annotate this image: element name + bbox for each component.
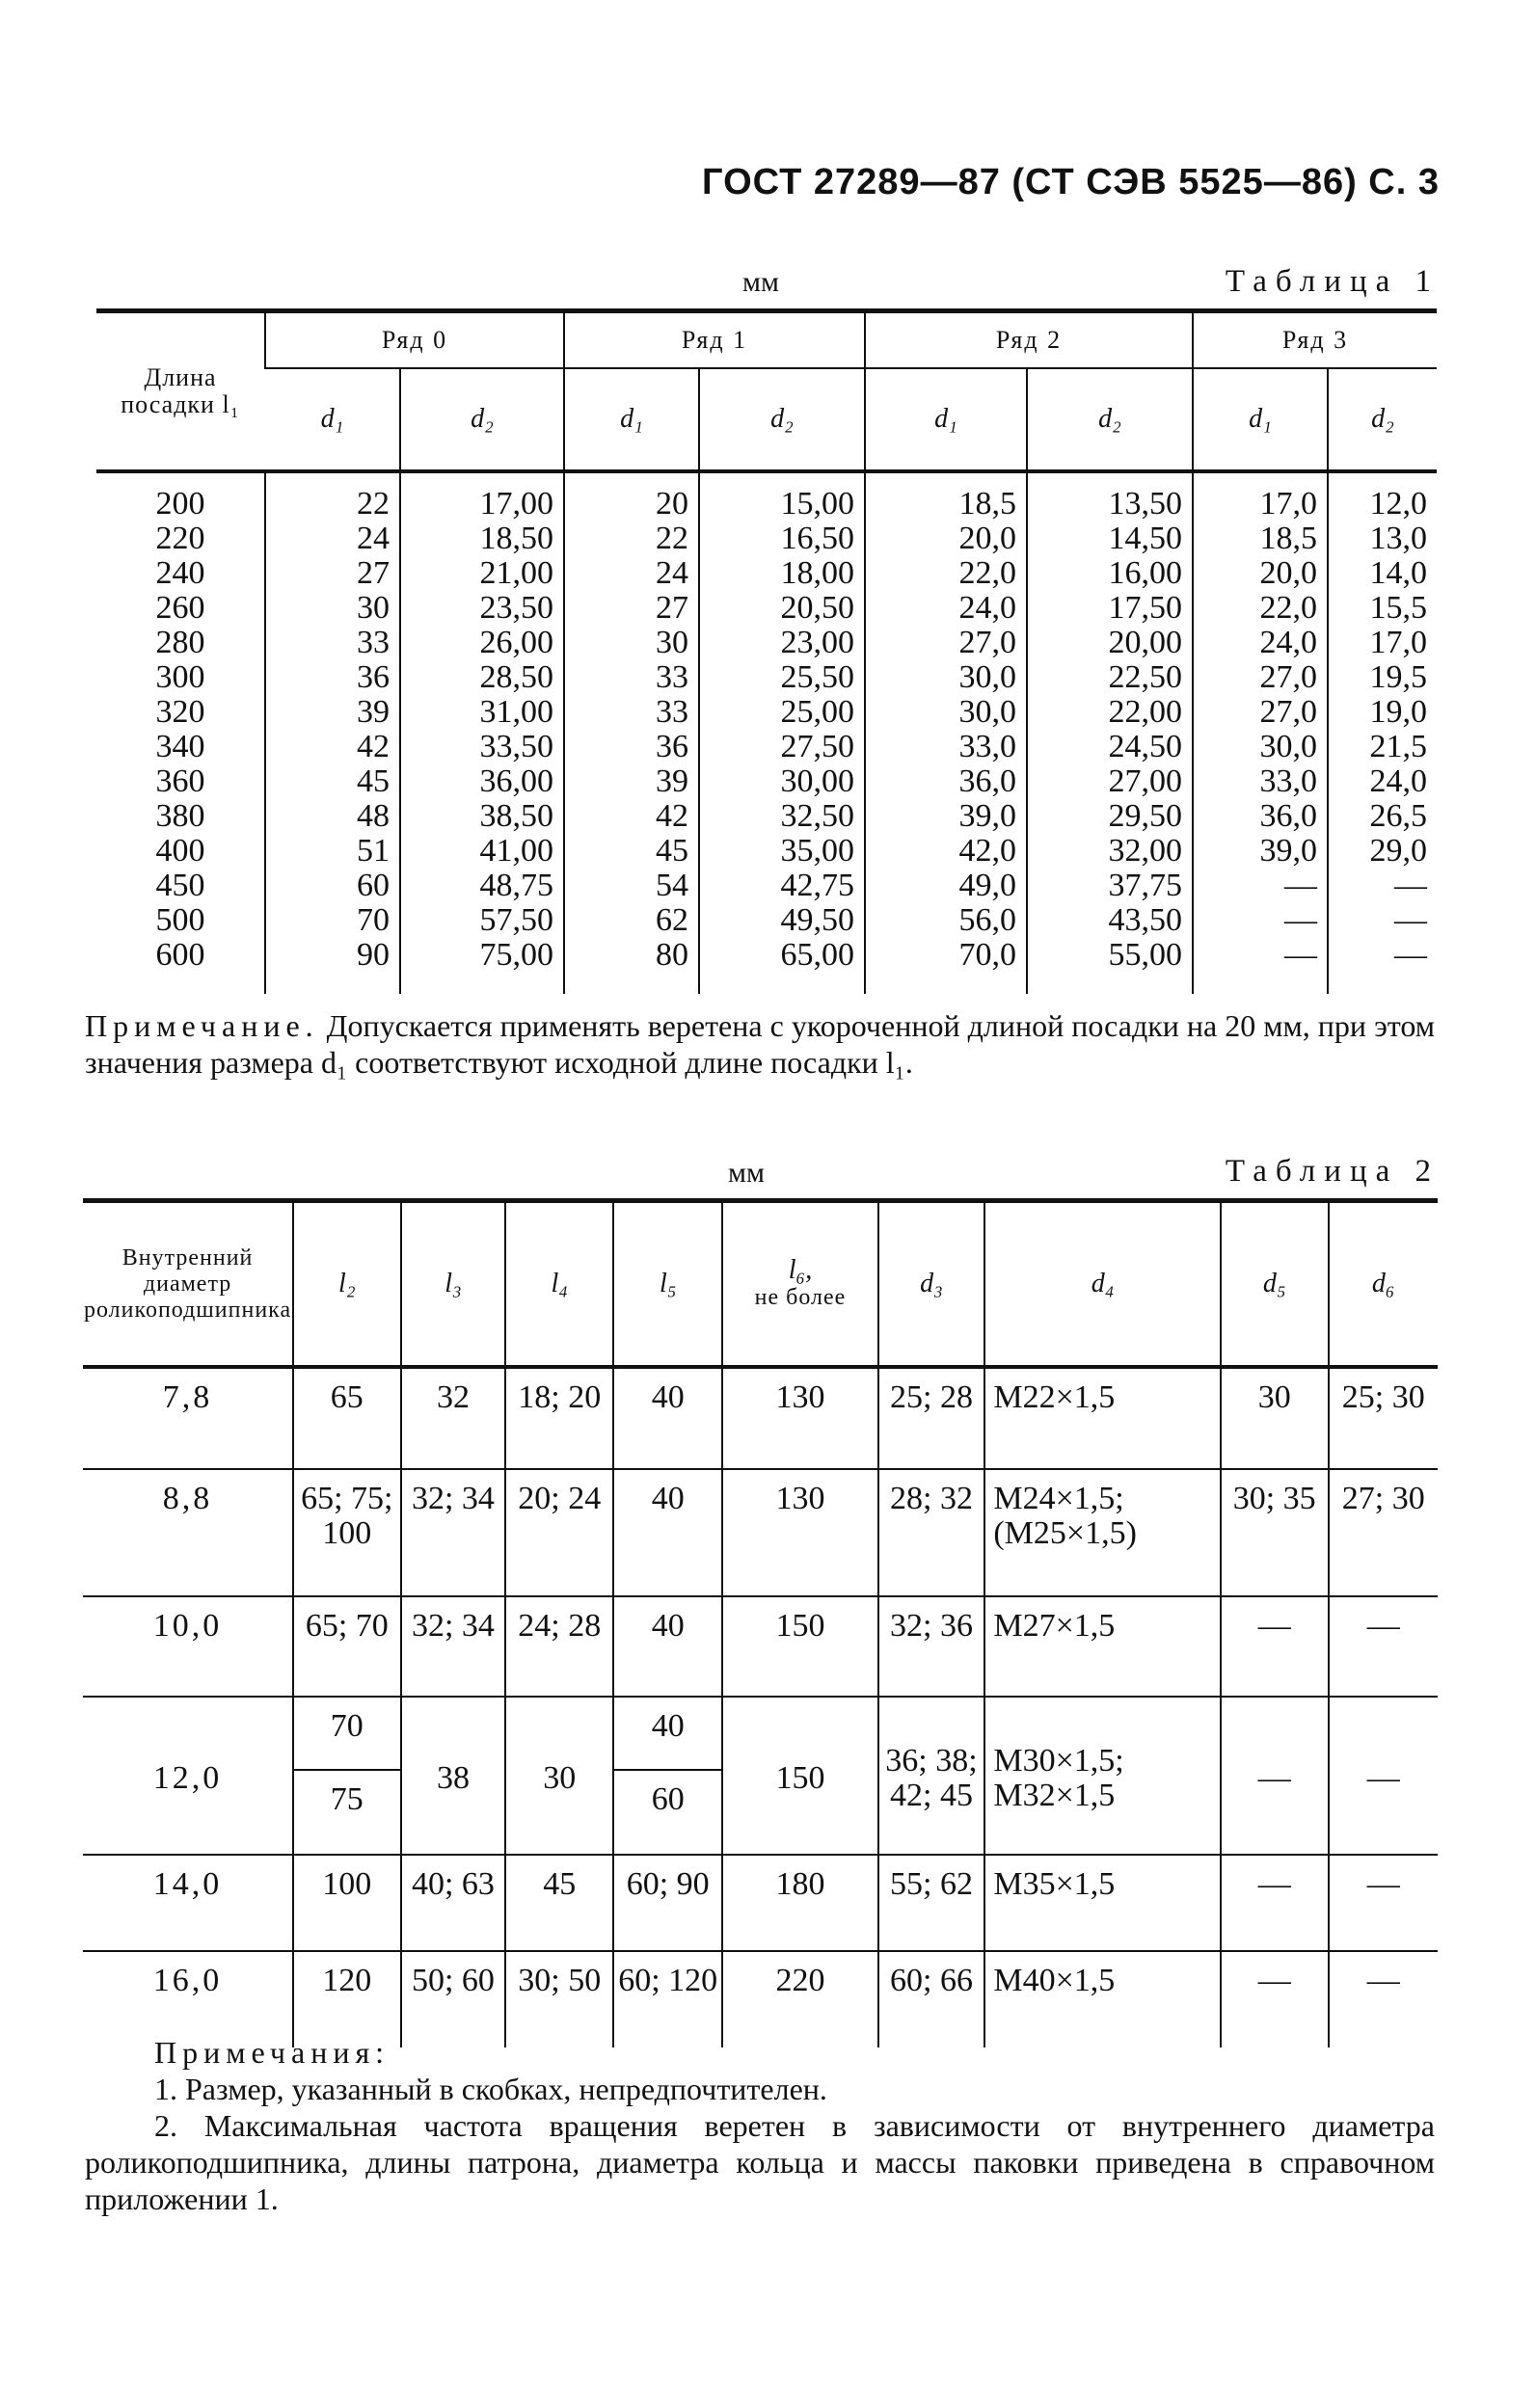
cell-l5: 60; 120	[613, 1951, 722, 2047]
cell-l5: 60	[613, 1770, 722, 1855]
cell-diameter: 7,8	[83, 1367, 293, 1469]
column-row2-d2	[1027, 471, 1193, 994]
table1-cell: 19,0	[1369, 694, 1427, 730]
table1-cell: 21,5	[1369, 729, 1427, 764]
table2-units: мм	[728, 1157, 765, 1189]
subheader-d2: d₂	[1328, 368, 1437, 471]
table1-cell: 33,50	[479, 729, 553, 764]
cell-d5: 30; 35	[1221, 1469, 1329, 1596]
table1-cell: 17,0	[1369, 625, 1427, 660]
table1-cell: 20,50	[780, 590, 854, 626]
table1-cell: —	[1394, 937, 1427, 973]
table1-cell: 80	[656, 937, 688, 973]
table1-cell: 39,0	[958, 798, 1016, 834]
table1-cell: 24,0	[1369, 763, 1427, 799]
table1-cell: 18,5	[1259, 521, 1317, 556]
header-d6: d₆	[1329, 1201, 1438, 1368]
table-row	[83, 1951, 1438, 2047]
cell-diameter: 12,0	[83, 1697, 293, 1855]
table1-cell: 75,00	[479, 937, 553, 973]
header-l4: l₄	[505, 1201, 613, 1368]
table1-cell: 26,00	[479, 625, 553, 660]
table1-cell: 30	[656, 625, 688, 660]
table-row	[83, 1596, 1438, 1697]
subheader-d2: d₂	[1027, 368, 1193, 471]
cell-l4: 30	[505, 1697, 613, 1855]
header-l5: l₅	[613, 1201, 722, 1368]
note-item-2: 2. Максимальная частота вращения веретен в зависимости от внутреннего диаметра роликоподшипника, длины патрона, диаметра кольца и массы паковки приведена в справочном приложении 1.	[85, 2108, 1435, 2216]
cell-l4: 18; 20	[505, 1367, 613, 1469]
table1-cell: 42	[656, 798, 688, 834]
table1-cell: 30,0	[958, 694, 1016, 730]
cell-diameter: 8,8	[83, 1469, 293, 1596]
table1-cell: 24,50	[1108, 729, 1182, 764]
header-l2: l₂	[293, 1201, 400, 1368]
table1-cell: 42	[357, 729, 390, 764]
table1-cell: 90	[357, 937, 390, 973]
group-row2: Ряд 2	[865, 311, 1193, 369]
cell-d3: 32; 36	[878, 1596, 985, 1697]
table1-cell: 27	[656, 590, 688, 626]
table1-cell: 51	[357, 833, 390, 869]
cell-l6: 130	[722, 1367, 877, 1469]
table1-cell: —	[1284, 868, 1317, 903]
cell-d3: 55; 62	[878, 1855, 985, 1951]
table1-cell: 22,00	[1108, 694, 1182, 730]
cell-d3: 28; 32	[878, 1469, 985, 1596]
table1-cell: 320	[155, 694, 205, 730]
table1-cell: 56,0	[958, 902, 1016, 938]
table1-cell: 62	[656, 902, 688, 938]
cell-l4: 24; 28	[505, 1596, 613, 1697]
header-d5: d₅	[1221, 1201, 1329, 1368]
cell-d4: M40×1,5	[984, 1951, 1221, 2047]
cell-d4: M35×1,5	[984, 1855, 1221, 1951]
table1-cell: 15,5	[1369, 590, 1427, 626]
header-l6: l₆, не более	[722, 1201, 877, 1368]
group-row0: Ряд 0	[265, 311, 564, 369]
table1-cell: 65,00	[780, 937, 854, 973]
cell-l6: 150	[722, 1596, 877, 1697]
table1-cell: —	[1394, 868, 1427, 903]
column-row3-d1	[1193, 471, 1328, 994]
notes-label: Примечания:	[154, 2035, 391, 2070]
cell-d4: M30×1,5; M32×1,5	[984, 1697, 1221, 1855]
table1-cell: 500	[155, 902, 205, 938]
cell-l3: 32	[401, 1367, 506, 1469]
table1-cell: 17,0	[1259, 486, 1317, 522]
table1-cell: 18,00	[780, 555, 854, 591]
table1-cell: 25,50	[780, 659, 854, 695]
table-row	[83, 1469, 1438, 1596]
table1-cell: 400	[155, 833, 205, 869]
table1-cell: 20,0	[958, 521, 1016, 556]
cell-l3: 32; 34	[401, 1596, 506, 1697]
table1-cell: 43,50	[1108, 902, 1182, 938]
table1-units: мм	[742, 266, 779, 298]
table1-cell: 23,00	[780, 625, 854, 660]
table1-cell: 14,0	[1369, 555, 1427, 591]
table1-cell: 20,0	[1259, 555, 1317, 591]
table1-cell: —	[1284, 937, 1317, 973]
cell-diameter: 10,0	[83, 1596, 293, 1697]
cell-l2: 100	[293, 1855, 400, 1951]
subheader-d1: d₁	[564, 368, 699, 471]
table1-cell: 27	[357, 555, 390, 591]
table1-cell: 14,50	[1108, 521, 1182, 556]
table1-cell: 42,75	[780, 868, 854, 903]
table1-cell: 300	[155, 659, 205, 695]
cell-d6: —	[1329, 1855, 1438, 1951]
table1-cell: 19,5	[1369, 659, 1427, 695]
table1-cell: 48	[357, 798, 390, 834]
table1-cell: 27,0	[1259, 694, 1317, 730]
table1-cell: 18,50	[479, 521, 553, 556]
table1-cell: 450	[155, 868, 205, 903]
table1-cell: 57,50	[479, 902, 553, 938]
table1-cell: 48,75	[479, 868, 553, 903]
table2-notes	[85, 2034, 1435, 2217]
table1-cell: 33,0	[958, 729, 1016, 764]
table1-cell: 27,0	[1259, 659, 1317, 695]
subheader-d1: d₁	[265, 368, 400, 471]
cell-d6: 25; 30	[1329, 1367, 1438, 1469]
cell-l6: 130	[722, 1469, 877, 1596]
cell-l3: 32; 34	[401, 1469, 506, 1596]
cell-l3: 50; 60	[401, 1951, 506, 2047]
table1-cell: 25,00	[780, 694, 854, 730]
cell-d3: 25; 28	[878, 1367, 985, 1469]
table1-cell: 33,0	[1259, 763, 1317, 799]
header-d4: d₄	[984, 1201, 1221, 1368]
table1-cell: —	[1284, 902, 1317, 938]
table1-cell: 39,0	[1259, 833, 1317, 869]
table1-note: Примечание. Допускается применять веретена с укороченной длиной посадки на 20 мм, при этом значения размера d₁ соответствуют исходной длине посадки l₁.	[85, 1008, 1435, 1080]
table1-cell: 60	[357, 868, 390, 903]
cell-d3: 36; 38; 42; 45	[878, 1697, 985, 1855]
table1-cell: 27,0	[958, 625, 1016, 660]
table1-cell: 200	[155, 486, 205, 522]
table1-cell: 20,00	[1108, 625, 1182, 660]
table1-cell: 16,00	[1108, 555, 1182, 591]
table1-cell: 49,0	[958, 868, 1016, 903]
column-row1-d2	[699, 471, 865, 994]
row-header-length: Длина посадки l₁	[96, 311, 265, 472]
cell-d5: —	[1221, 1855, 1329, 1951]
table1-cell: 38,50	[479, 798, 553, 834]
table1-cell: 30,0	[1259, 729, 1317, 764]
table1-cell: 18,5	[958, 486, 1016, 522]
table1-cell: 49,50	[780, 902, 854, 938]
table1-cell: 32,50	[780, 798, 854, 834]
header-d3: d₃	[878, 1201, 985, 1368]
table1-cell: —	[1394, 902, 1427, 938]
table1-cell: 36,0	[1259, 798, 1317, 834]
cell-d6: —	[1329, 1951, 1438, 2047]
header-inner-diameter: Внутренний диаметр роликоподшипника	[83, 1201, 293, 1368]
cell-diameter: 14,0	[83, 1855, 293, 1951]
table1-cell: 13,0	[1369, 521, 1427, 556]
cell-l2: 70	[293, 1697, 400, 1770]
cell-l5: 40	[613, 1697, 722, 1770]
subheader-d2: d₂	[400, 368, 564, 471]
table1-cell: 340	[155, 729, 205, 764]
table1-cell: 54	[656, 868, 688, 903]
cell-l6: 220	[722, 1951, 877, 2047]
table1-cell: 220	[155, 521, 205, 556]
table1-cell: 17,00	[479, 486, 553, 522]
table1-cell: 33	[656, 659, 688, 695]
cell-l5: 40	[613, 1596, 722, 1697]
table1-cell: 39	[357, 694, 390, 730]
table1-cell: 13,50	[1108, 486, 1182, 522]
table1-cell: 22,0	[1259, 590, 1317, 626]
group-row1: Ряд 1	[564, 311, 865, 369]
column-row1-d1	[564, 471, 699, 994]
table1-cell: 17,50	[1108, 590, 1182, 626]
table1-cell: 28,50	[479, 659, 553, 695]
table1-cell: 600	[155, 937, 205, 973]
cell-l3: 40; 63	[401, 1855, 506, 1951]
table-row	[83, 1697, 1438, 1770]
table1-cell: 24	[656, 555, 688, 591]
cell-l3: 38	[401, 1697, 506, 1855]
cell-l4: 30; 50	[505, 1951, 613, 2047]
table1-cell: 30,00	[780, 763, 854, 799]
cell-l5: 40	[613, 1367, 722, 1469]
column-length	[96, 471, 265, 994]
subheader-d1: d₁	[1193, 368, 1328, 471]
table1-cell: 26,5	[1369, 798, 1427, 834]
table-row	[83, 1367, 1438, 1469]
table1-cell: 24,0	[958, 590, 1016, 626]
subheader-d2: d₂	[699, 368, 865, 471]
table-row	[83, 1855, 1438, 1951]
cell-l2: 65; 75; 100	[293, 1469, 400, 1596]
table1-cell: 22	[656, 521, 688, 556]
cell-l2: 65; 70	[293, 1596, 400, 1697]
table-1	[96, 308, 1437, 994]
page-header: ГОСТ 27289—87 (СТ СЭВ 5525—86) С. 3	[702, 162, 1440, 202]
column-row3-d2	[1328, 471, 1437, 994]
table1-cell: 70,0	[958, 937, 1016, 973]
subheader-d1: d₁	[865, 368, 1027, 471]
cell-d4: M22×1,5	[984, 1367, 1221, 1469]
table1-cell: 280	[155, 625, 205, 660]
cell-l5: 60; 90	[613, 1855, 722, 1951]
group-row3: Ряд 3	[1193, 311, 1437, 369]
table1-cell: 240	[155, 555, 205, 591]
table2-caption: Таблица 2	[1225, 1154, 1440, 1189]
table1-cell: 360	[155, 763, 205, 799]
cell-d4: M24×1,5; (M25×1,5)	[984, 1469, 1221, 1596]
table1-cell: 32,00	[1108, 833, 1182, 869]
table1-cell: 30,0	[958, 659, 1016, 695]
table1-cell: 33	[656, 694, 688, 730]
table1-cell: 23,50	[479, 590, 553, 626]
table1-cell: 29,50	[1108, 798, 1182, 834]
cell-l5: 40	[613, 1469, 722, 1596]
table1-cell: 36	[656, 729, 688, 764]
table1-cell: 31,00	[479, 694, 553, 730]
cell-diameter: 16,0	[152, 1963, 223, 1998]
cell-d3: 60; 66	[878, 1951, 985, 2047]
cell-d4: M27×1,5	[984, 1596, 1221, 1697]
table1-cell: 35,00	[780, 833, 854, 869]
cell-d5: 30	[1221, 1367, 1329, 1469]
table1-cell: 70	[357, 902, 390, 938]
table1-cell: 39	[656, 763, 688, 799]
table1-cell: 24,0	[1259, 625, 1317, 660]
table1-cell: 36,00	[479, 763, 553, 799]
table1-cell: 36,0	[958, 763, 1016, 799]
table1-cell: 380	[155, 798, 205, 834]
cell-l4: 45	[505, 1855, 613, 1951]
table1-cell: 260	[155, 590, 205, 626]
table1-cell: 37,75	[1108, 868, 1182, 903]
cell-d6: 27; 30	[1329, 1469, 1438, 1596]
cell-l2: 120	[293, 1951, 400, 2047]
table1-cell: 20	[656, 486, 688, 522]
cell-d6: —	[1329, 1596, 1438, 1697]
table1-cell: 24	[357, 521, 390, 556]
table1-cell: 15,00	[780, 486, 854, 522]
table1-cell: 12,0	[1369, 486, 1427, 522]
note-item-1: 1. Размер, указанный в скобках, непредпочтителен.	[154, 2072, 827, 2106]
cell-l2: 75	[293, 1770, 400, 1855]
cell-d5: —	[1221, 1697, 1329, 1855]
table1-cell: 27,00	[1108, 763, 1182, 799]
header-l3: l₃	[401, 1201, 506, 1368]
table1-cell: 22,0	[958, 555, 1016, 591]
table1-cell: 29,0	[1369, 833, 1427, 869]
column-row0-d2	[400, 471, 564, 994]
table1-cell: 45	[656, 833, 688, 869]
table1-cell: 22,50	[1108, 659, 1182, 695]
table1-cell: 30	[357, 590, 390, 626]
cell-l6: 180	[722, 1855, 877, 1951]
cell-d5: —	[1221, 1951, 1329, 2047]
cell-l6: 150	[722, 1697, 877, 1855]
table1-cell: 33	[357, 625, 390, 660]
table1-cell: 41,00	[479, 833, 553, 869]
column-row2-d1	[865, 471, 1027, 994]
table1-caption: Таблица 1	[1225, 264, 1440, 299]
cell-l4: 20; 24	[505, 1469, 613, 1596]
table1-cell: 42,0	[958, 833, 1016, 869]
table1-cell: 27,50	[780, 729, 854, 764]
cell-l2: 65	[293, 1367, 400, 1469]
table1-cell: 45	[357, 763, 390, 799]
column-row0-d1	[265, 471, 400, 994]
table1-cell: 22	[357, 486, 390, 522]
table1-cell: 21,00	[479, 555, 553, 591]
table-2	[83, 1198, 1438, 2047]
table1-cell: 36	[357, 659, 390, 695]
cell-d6: —	[1329, 1697, 1438, 1855]
cell-d5: —	[1221, 1596, 1329, 1697]
table1-cell: 55,00	[1108, 937, 1182, 973]
table1-cell: 16,50	[780, 521, 854, 556]
